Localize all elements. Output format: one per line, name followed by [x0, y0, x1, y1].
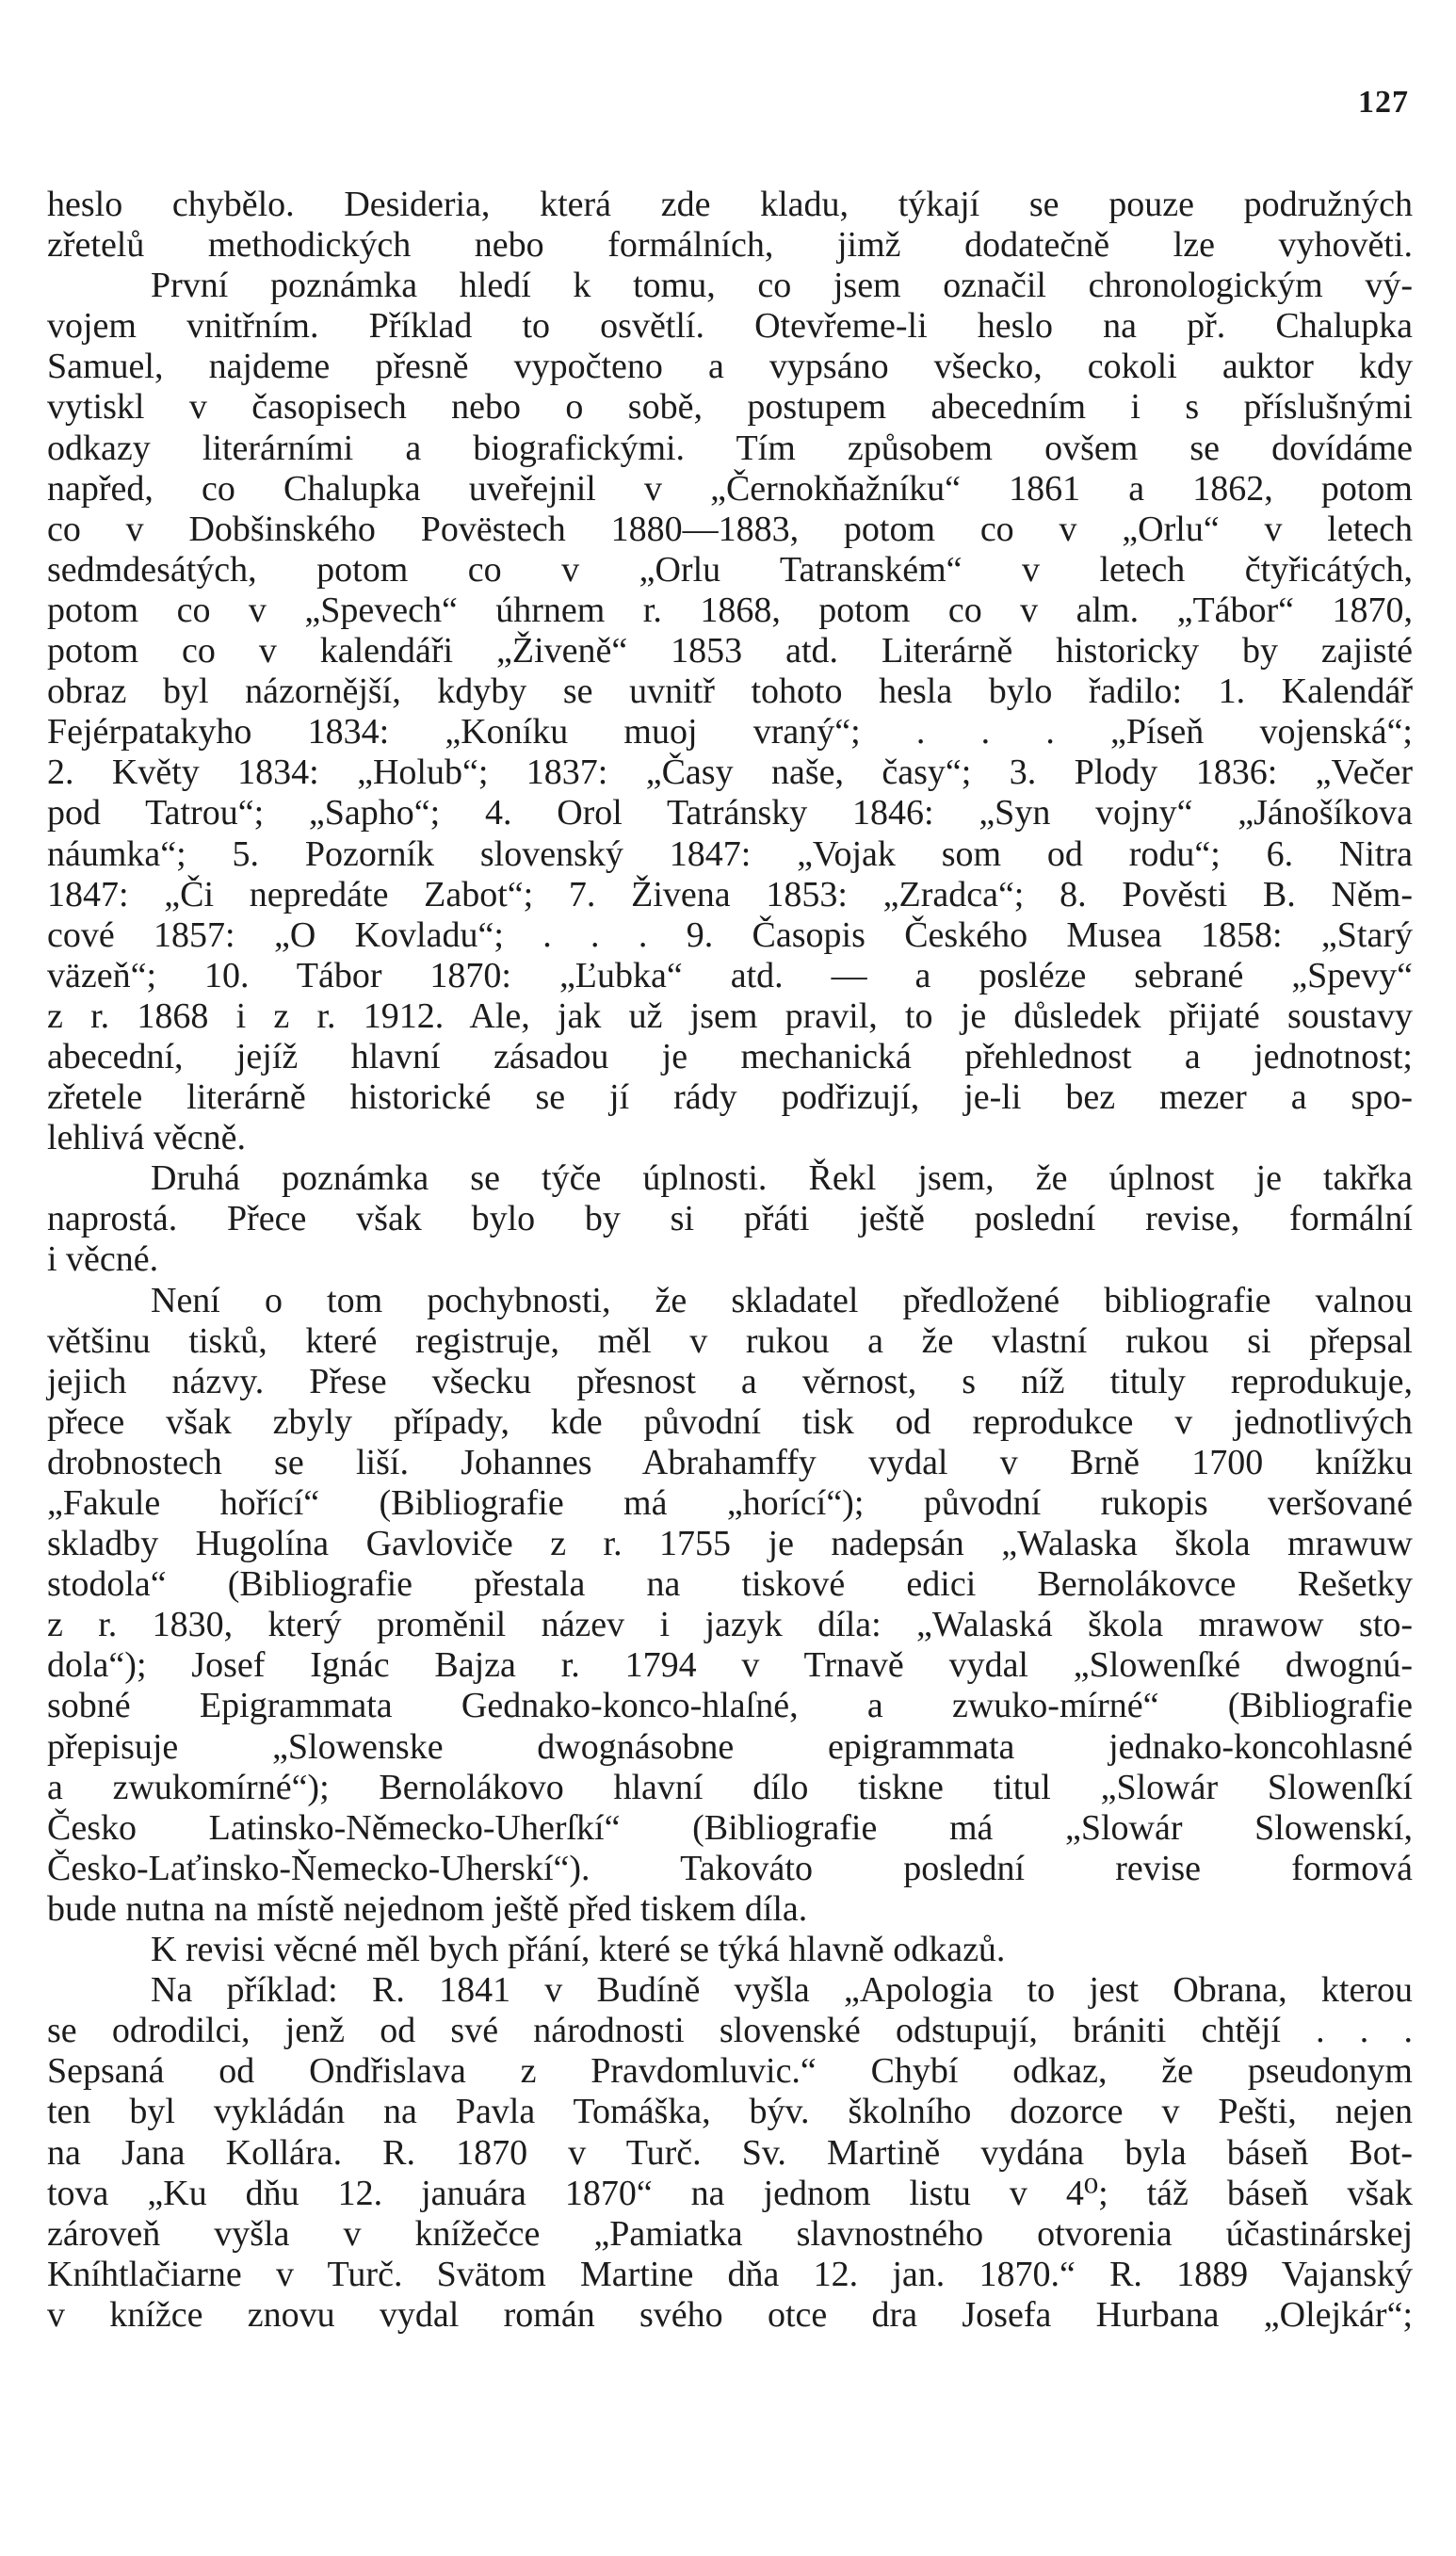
text-line: Česko-Laťinsko-Ňemecko-Uherskí“). Takováto poslední revise formová [47, 1848, 1413, 1888]
text-line: skladby Hugolína Gavloviče z r. 1755 je nadepsán „Walaska škola mrawuw [47, 1524, 1413, 1564]
text-line: zřetelů methodických nebo formálních, jimž dodatečně lze vyhověti. [47, 225, 1413, 266]
text-line: pod Tatrou“; „Sapho“; 4. Orol Tatránsky 1846: „Syn vojny“ „Jánošíkova [47, 793, 1413, 833]
text-line: 2. Květy 1834: „Holub“; 1837: „Časy naše, časy“; 3. Plody 1836: „Večer [47, 752, 1413, 793]
text-line: naprostá. Přece však bylo by si přáti ještě poslední revise, formální [47, 1199, 1413, 1239]
text-line: sedmdesátých, potom co v „Orlu Tatranském“ v letech čtyřicátých, [47, 549, 1413, 590]
text-line: K revisi věcné měl bych přání, které se týká hlavně odkazů. [151, 1930, 1006, 1970]
text-line: Na příklad: R. 1841 v Budíně vyšla „Apologia to jest Obrana, kterou [151, 1970, 1413, 2011]
text-line: zároveň vyšla v knížečce „Pamiatka slavnostného otvorenia účastinárskej [47, 2213, 1413, 2254]
text-line: v knížce znovu vydal román svého otce dra Josefa Hurbana „Olejkár“; [47, 2294, 1413, 2335]
page-number: 127 [1358, 85, 1409, 120]
text-line: dola“); Josef Ignác Bajza r. 1794 v Trnavě vydal „Slowenſké dwognú- [47, 1645, 1413, 1686]
text-line: Samuel, najdeme přesně vypočteno a vypsáno všecko, cokoli auktor kdy [47, 347, 1413, 387]
text-line: První poznámka hledí k tomu, co jsem označil chronologickým vý- [151, 266, 1413, 306]
text-line: cové 1857: „O Kovladu“; . . . 9. Časopis Českého Musea 1858: „Starý [47, 914, 1413, 955]
text-line: Sepsaná od Ondřislava z Pravdomluvic.“ Chybí odkaz, že pseudonym [47, 2051, 1413, 2092]
text-line: z r. 1830, který proměnil název i jazyk díla: „Walaská škola mrawow sto- [47, 1605, 1413, 1645]
text-line: Fejérpatakyho 1834: „Koníku muoj vraný“; . . . „Píseň vojenská“; [47, 712, 1413, 752]
text-line: Česko Latinsko-Německo-Uherſkí“ (Bibliografie má „Slowár Slowenskí, [47, 1807, 1413, 1848]
text-line: většinu tisků, které registruje, měl v rukou a že vlastní rukou si přepsal [47, 1320, 1413, 1361]
text-line: ten byl vykládán na Pavla Tomáška, býv. školního dozorce v Pešti, nejen [47, 2092, 1413, 2132]
text-line: odkazy literárními a biografickými. Tím způsobem ovšem se dovídáme [47, 428, 1413, 468]
text-line: Druhá poznámka se týče úplnosti. Řekl jsem, že úplnost je takřka [151, 1158, 1413, 1199]
text-line: vojem vnitřním. Příklad to osvětlí. Otevřeme-li heslo na př. Chalupka [47, 306, 1413, 347]
text-line: abecední, jejíž hlavní zásadou je mechanická přehlednost a jednotnost; [47, 1036, 1413, 1076]
text-line: tova „Ku dňu 12. januára 1870“ na jednom listu v 4⁰; táž báseň však [47, 2173, 1413, 2213]
text-line: stodola“ (Bibliografie přestala na tiskové edici Bernolákovce Rešetky [47, 1564, 1413, 1605]
text-line: obraz byl názornější, kdyby se uvnitř tohoto hesla bylo řadilo: 1. Kalendář [47, 671, 1413, 712]
body-text [47, 185, 1413, 2336]
text-line: z r. 1868 i z r. 1912. Ale, jak už jsem pravil, to je důsledek přijaté soustavy [47, 995, 1413, 1036]
text-line: i věcné. [47, 1239, 159, 1280]
text-line: „Fakule hořící“ (Bibliografie má „horící“); původní rukopis veršované [47, 1483, 1413, 1523]
text-line: napřed, co Chalupka uveřejnil v „Černokňažníku“ 1861 a 1862, potom [47, 468, 1413, 509]
text-line: náumka“; 5. Pozorník slovenský 1847: „Vojak som od rodu“; 6. Nitra [47, 833, 1413, 874]
text-line: co v Dobšinského Povёstech 1880—1883, potom co v „Orlu“ v letech [47, 509, 1413, 549]
text-line: jejich názvy. Přese všecku přesnost a věrnost, s níž tituly reprodukuje, [47, 1361, 1413, 1401]
text-line: heslo chybělo. Desideria, která zde kladu, týkají se pouze podružných [47, 185, 1413, 224]
text-line: lehlivá věcně. [47, 1118, 247, 1158]
text-line: a zwukomírné“); Bernolákovo hlavní dílo tiskne titul „Slowár Slowenſkí [47, 1767, 1413, 1807]
text-line: na Jana Kollára. R. 1870 v Turč. Sv. Martině vydána byla báseň Bot- [47, 2132, 1413, 2173]
text-line: väzeň“; 10. Tábor 1870: „Ľubka“ atd. — a posléze sebrané „Spevy“ [47, 955, 1413, 995]
text-line: sobné Epigrammata Gednako-konco-hlaſné, a zwuko-mírné“ (Bibliografie [47, 1686, 1413, 1726]
text-line: bude nutna na místě nejednom ještě před tiskem díla. [47, 1888, 808, 1929]
text-line: 1847: „Či nepredáte Zabot“; 7. Živena 1853: „Zradca“; 8. Pověsti B. Něm- [47, 874, 1413, 914]
text-line: Kníhtlačiarne v Turč. Svätom Martine dňa 12. jan. 1870.“ R. 1889 Vajanský [47, 2254, 1413, 2294]
text-line: Není o tom pochybnosti, že skladatel předložené bibliografie valnou [151, 1280, 1413, 1320]
text-line: vytiskl v časopisech nebo o sobě, postupem abecedním i s příslušnými [47, 387, 1413, 428]
text-line: potom co v „Spevech“ úhrnem r. 1868, potom co v alm. „Tábor“ 1870, [47, 590, 1413, 630]
text-line: zřetele literárně historické se jí rády podřizují, je-li bez mezer a spo- [47, 1077, 1413, 1118]
text-line: přece však zbyly případy, kde původní tisk od reprodukce v jednotlivých [47, 1401, 1413, 1442]
text-line: drobnostech se liší. Johannes Abrahamffy vydal v Brně 1700 knížku [47, 1442, 1413, 1482]
text-line: přepisuje „Slowenske dwognásobne epigrammata jednako-koncohlasné [47, 1726, 1413, 1767]
text-line: se odrodilci, jenž od své národnosti slovenské odstupují, brániti chtějí . . . [47, 2011, 1413, 2051]
text-line: potom co v kalendáři „Živeně“ 1853 atd. Literárně historicky by zajisté [47, 631, 1413, 671]
